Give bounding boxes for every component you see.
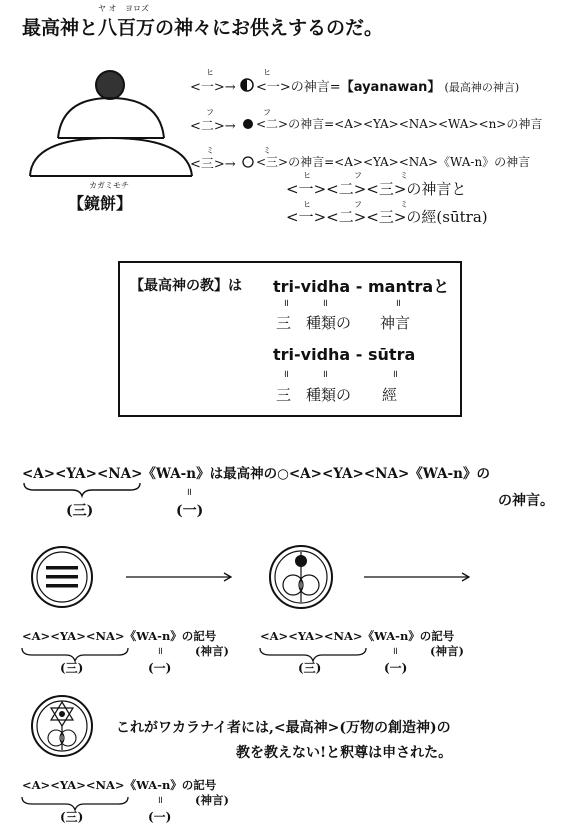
symbol1-shingon: (神言)	[195, 644, 229, 658]
teaching-line4-a: 三	[276, 386, 292, 404]
legend-row1-ruby: ヒ	[206, 68, 214, 77]
legend-row2-ruby-2: フ	[263, 108, 271, 117]
ruby-yao: ヤ オ	[98, 4, 117, 13]
summary1-ruby-fu: フ	[354, 171, 362, 180]
summary1-ruby-hi: ヒ	[303, 171, 311, 180]
legend-row2-ruby: フ	[206, 108, 214, 117]
legend-row3-ruby-2: ミ	[263, 146, 271, 155]
statement-line2: の神言。	[498, 493, 554, 509]
legend-row2-bracket-2: <二>	[256, 117, 289, 131]
symbol1-mark-three: (三)	[60, 661, 84, 675]
teaching-line2-c: 神言	[380, 314, 411, 332]
legend-row1-note: (最高神の神言)	[444, 81, 520, 94]
teaching-mantra: tri-vidha - mantraと	[273, 277, 450, 296]
summary2-ruby-fu: フ	[354, 200, 362, 209]
legend-row1-bracket: <一>	[190, 80, 225, 95]
kagami-mochi-ruby: カガミモチ	[89, 181, 129, 190]
legend-row3-desc: の神言=<A><YA><NA>《WA-n》の神言	[288, 155, 531, 169]
legend-row1-bracket-2: <一>	[256, 80, 291, 95]
symbol1-caption: <A><YA><NA>《WA-n》の記号	[22, 629, 217, 643]
symbol1-mark-one: (一)	[148, 661, 172, 675]
teaching-line2-b: 種類の	[306, 314, 352, 332]
legend-arrow-3: →	[224, 157, 236, 172]
legend-row1-ruby-2: ヒ	[263, 68, 271, 77]
legend-summary1: <一><二><三>の神言と	[286, 180, 467, 198]
closing-line2: 教を教えない!と釈尊は申された。	[236, 745, 453, 761]
teaching-line4-c: 經	[382, 386, 398, 404]
legend-row3-bracket: <三>	[190, 157, 225, 172]
hexagram-symbol	[32, 696, 92, 756]
symbol3-mark-one: (一)	[148, 810, 172, 824]
statement-eq-mark: ॥	[186, 487, 192, 498]
teaching-line2-a: 三	[276, 314, 292, 332]
symbol1-eq-mark: ॥	[157, 646, 163, 657]
ruby-yorozu: ヨロズ	[125, 4, 149, 13]
summary2-ruby-mi: ミ	[400, 200, 408, 209]
gourd-symbol	[270, 546, 332, 608]
legend-arrow-2: →	[224, 119, 236, 134]
header-text: 最高神と八百万の神々にお供えするのだ。	[22, 17, 384, 39]
statement-line1: <A><YA><NA>《WA-n》は最高神の○<A><YA><NA>《WA-n》の	[22, 466, 490, 482]
teaching-sutra: tri-vidha - sūtra	[273, 345, 416, 364]
eq-mark-2: ॥	[322, 298, 328, 309]
closing-line1: これがワカラナイ者には,<最高神>(万物の創造神)の	[116, 720, 451, 736]
teaching-line4-b: 種類の	[306, 386, 352, 404]
eq-mark-3: ॥	[395, 298, 401, 309]
legend-arrow: →	[224, 80, 236, 95]
teaching-title: 【最高神の教】は	[130, 278, 242, 294]
symbol2-mark-one: (一)	[384, 661, 408, 675]
statement-mark-three: (三)	[66, 503, 94, 519]
eq-mark-1: ॥	[283, 298, 289, 309]
legend-summary2: <一><二><三>の經(sūtra)	[286, 208, 488, 226]
symbol3-caption: <A><YA><NA>《WA-n》の記号	[22, 778, 217, 792]
eq-mark-4: ॥	[283, 369, 289, 380]
symbol2-mark-three: (三)	[298, 661, 322, 675]
summary1-ruby-mi: ミ	[400, 171, 408, 180]
three-bars-symbol	[32, 547, 92, 607]
symbol3-shingon: (神言)	[195, 793, 229, 807]
legend-row3-ruby: ミ	[206, 146, 214, 155]
eq-mark-6: ॥	[392, 369, 398, 380]
legend-row1-desc: の神言=	[290, 80, 341, 95]
symbol2-shingon: (神言)	[430, 644, 464, 658]
eq-mark-5: ॥	[322, 369, 328, 380]
summary2-ruby-hi: ヒ	[303, 200, 311, 209]
symbol2-eq-mark: ॥	[392, 646, 398, 657]
symbol3-mark-three: (三)	[60, 810, 84, 824]
kagami-mochi-label: 【鏡餅】	[68, 194, 133, 213]
symbol3-eq-mark: ॥	[157, 795, 163, 806]
legend-row2-desc: の神言=<A><YA><NA><WA><n>の神言	[288, 117, 543, 131]
legend-row1-term: 【ayanawan】	[340, 80, 441, 95]
statement-mark-one: (一)	[176, 503, 204, 519]
legend-row2-bracket: <二>	[190, 119, 225, 134]
legend-row3-bracket-2: <三>	[256, 155, 289, 169]
symbol2-caption: <A><YA><NA>《WA-n》の記号	[260, 629, 455, 643]
